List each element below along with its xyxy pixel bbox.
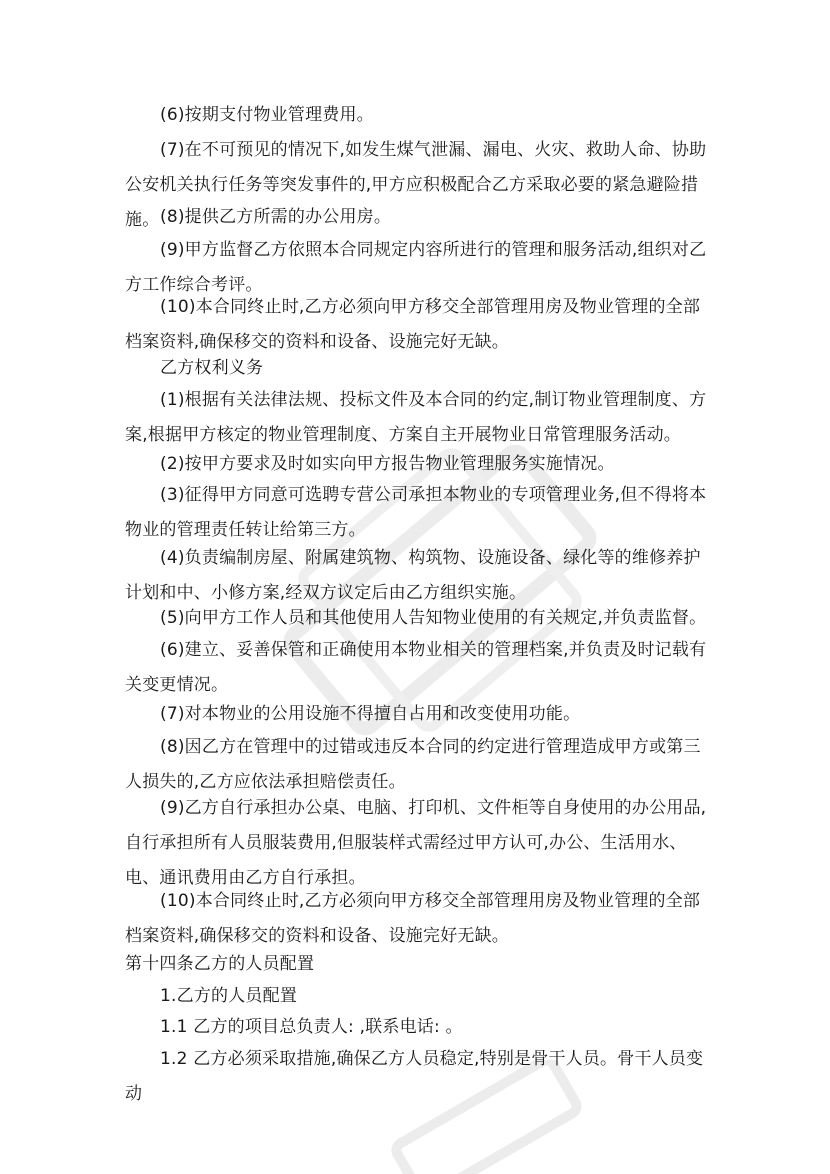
- paragraph-2: (7)在不可预见的情况下,如发生煤气泄漏、漏电、火灾、救助人命、协助公安机关执行任务等突发事件的,甲方应积极配合乙方采取必要的紧急避险措施。: [125, 140, 707, 230]
- paragraph-18: 1.乙方的人员配置: [160, 986, 298, 1006]
- paragraph-8: (2)按甲方要求及时如实向甲方报告物业管理服务实施情况。: [160, 454, 615, 474]
- paragraph-7: (1)根据有关法律法规、投标文件及本合同的约定,制订物业管理制度、方案,根据甲方核定的物业管理制度、方案自主开展物业日常管理服务活动。: [125, 390, 707, 445]
- paragraph-12: (6)建立、妥善保管和正确使用本物业相关的管理档案,并负责及时记载有关变更情况。: [125, 640, 707, 695]
- paragraph-1: (6)按期支付物业管理费用。: [160, 105, 374, 125]
- paragraph-11: (5)向甲方工作人员和其他使用人告知物业使用的有关规定,并负责监督。: [160, 608, 707, 628]
- paragraph-5: (10)本合同终止时,乙方必须向甲方移交全部管理用房及物业管理的全部档案资料,确保移交的资料和设备、设施完好无缺。: [125, 297, 701, 352]
- paragraph-14: (8)因乙方在管理中的过错或违反本合同的约定进行管理造成甲方或第三人损失的,乙方应依法承担赔偿责任。: [125, 737, 701, 792]
- paragraph-3: (8)提供乙方所需的办公用房。: [160, 207, 392, 227]
- paragraph-4: (9)甲方监督乙方依照本合同规定内容所进行的管理和服务活动,组织对乙方工作综合考评。: [125, 240, 707, 295]
- paragraph-15: (9)乙方自行承担办公桌、电脑、打印机、文件柜等自身使用的办公用品,自行承担所有人员服装费用,但服装样式需经过甲方认可,办公、生活用水、电、通讯费用由乙方自行承担。: [125, 798, 707, 888]
- paragraph-20: 1.2 乙方必须采取措施,确保乙方人员稳定,特别是骨干人员。骨干人员变动: [125, 1049, 704, 1104]
- paragraph-13: (7)对本物业的公用设施不得擅自占用和改变使用功能。: [160, 704, 581, 724]
- paragraph-16: (10)本合同终止时,乙方必须向甲方移交全部管理用房及物业管理的全部档案资料,确保移交的资料和设备、设施完好无缺。: [125, 891, 701, 946]
- section-heading-yi-rights: 乙方权利义务: [160, 358, 264, 378]
- paragraph-19: 1.1 乙方的项目总负责人: ,联系电话: 。: [160, 1017, 463, 1037]
- paragraph-9: (3)征得甲方同意可选聘专营公司承担本物业的专项管理业务,但不得将本物业的管理责任转让给第三方。: [125, 485, 707, 540]
- paragraph-10: (4)负责编制房屋、附属建筑物、构筑物、设施设备、绿化等的维修养护计划和中、小修方案,经双方议定后由乙方组织实施。: [125, 548, 701, 603]
- article-14-heading: 第十四条乙方的人员配置: [125, 954, 315, 974]
